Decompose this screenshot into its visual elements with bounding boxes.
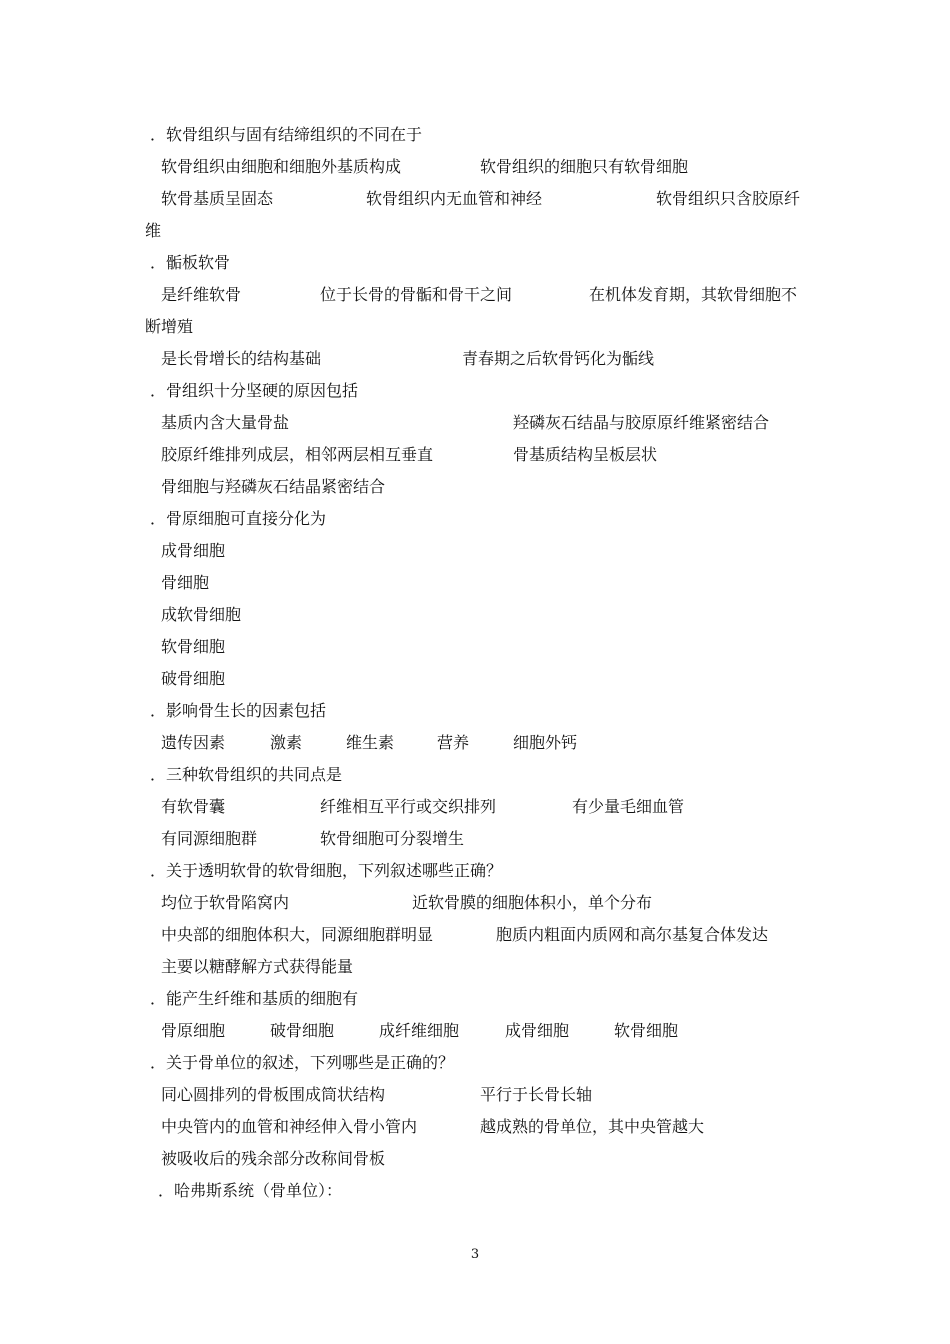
options-row xyxy=(0,151,950,183)
options-row xyxy=(0,919,950,951)
option-text: 中央部的细胞体积大，同源细胞群明显 xyxy=(161,925,434,944)
option-text: 有软骨囊 xyxy=(161,797,226,816)
options-row xyxy=(0,535,950,567)
option-text: 软骨细胞 xyxy=(161,637,226,656)
question-stem-text: ．三种软骨组织的共同点是 xyxy=(150,765,343,784)
option-text: 营养 xyxy=(437,733,470,752)
question-stem-text: ．关于透明软骨的软骨细胞，下列叙述哪些正确？ xyxy=(150,861,503,880)
option-text: 软骨组织内无血管和神经 xyxy=(366,189,543,208)
options-row xyxy=(0,439,950,471)
option-text: 成骨细胞 xyxy=(505,1021,570,1040)
option-text: 位于长骨的骨骺和骨干之间 xyxy=(320,285,513,304)
option-text-continued: 断增殖 xyxy=(145,317,194,336)
option-text: 软骨组织的细胞只有软骨细胞 xyxy=(480,157,689,176)
option-text: 被吸收后的残余部分改称间骨板 xyxy=(161,1149,386,1168)
options-row xyxy=(0,631,950,663)
option-text: 有同源细胞群 xyxy=(161,829,258,848)
option-text: 破骨细胞 xyxy=(161,669,226,688)
option-text: 是纤维软骨 xyxy=(161,285,242,304)
question-stem xyxy=(0,695,950,727)
options-row xyxy=(0,343,950,375)
option-text: 成软骨细胞 xyxy=(161,605,242,624)
question-stem-text: ．骺板软骨 xyxy=(150,253,231,272)
option-text-continued: 维 xyxy=(145,221,162,240)
question-stem xyxy=(0,375,950,407)
option-text: 软骨细胞 xyxy=(614,1021,679,1040)
options-row xyxy=(0,183,950,215)
question-stem-text: ．骨组织十分坚硬的原因包括 xyxy=(150,381,359,400)
options-row xyxy=(0,1111,950,1143)
question-stem xyxy=(0,119,950,151)
question-stem-text: ．骨原细胞可直接分化为 xyxy=(150,509,327,528)
question-stem xyxy=(0,503,950,535)
question-stem xyxy=(0,247,950,279)
options-row xyxy=(0,567,950,599)
option-text: 越成熟的骨单位，其中央管越大 xyxy=(480,1117,705,1136)
options-row xyxy=(0,791,950,823)
options-row xyxy=(0,727,950,759)
options-row xyxy=(0,887,950,919)
option-text: 平行于长骨长轴 xyxy=(480,1085,593,1104)
option-text: 激素 xyxy=(270,733,303,752)
options-row xyxy=(0,1015,950,1047)
option-text: 胶原纤维排列成层，相邻两层相互垂直 xyxy=(161,445,434,464)
option-text: 基质内含大量骨盐 xyxy=(161,413,290,432)
option-text: 维生素 xyxy=(346,733,395,752)
options-row xyxy=(0,279,950,311)
options-row xyxy=(0,823,950,855)
option-text: 主要以糖酵解方式获得能量 xyxy=(161,957,354,976)
page-number: 3 xyxy=(470,1247,480,1262)
options-row-continued xyxy=(0,215,950,247)
options-row xyxy=(0,471,950,503)
option-text: 近软骨膜的细胞体积小，单个分布 xyxy=(412,893,653,912)
option-text: 骨原细胞 xyxy=(161,1021,226,1040)
option-text: 胞质内粗面内质网和高尔基复合体发达 xyxy=(496,925,769,944)
option-text: 软骨细胞可分裂增生 xyxy=(320,829,465,848)
option-text: 有少量毛细血管 xyxy=(572,797,685,816)
question-stem xyxy=(0,759,950,791)
option-text: 是长骨增长的结构基础 xyxy=(161,349,322,368)
options-row xyxy=(0,663,950,695)
option-text: 骨细胞与羟磷灰石结晶紧密结合 xyxy=(161,477,386,496)
options-row xyxy=(0,951,950,983)
options-row xyxy=(0,407,950,439)
question-stem-text: ．关于骨单位的叙述，下列哪些是正确的？ xyxy=(150,1053,455,1072)
option-text: 破骨细胞 xyxy=(270,1021,335,1040)
option-text: 同心圆排列的骨板围成筒状结构 xyxy=(161,1085,386,1104)
options-row-continued xyxy=(0,311,950,343)
options-row xyxy=(0,1143,950,1175)
option-text: 骨细胞 xyxy=(161,573,210,592)
option-text: 在机体发育期，其软骨细胞不 xyxy=(589,285,798,304)
option-text: 中央管内的血管和神经伸入骨小管内 xyxy=(161,1117,418,1136)
options-row xyxy=(0,1079,950,1111)
option-text: 软骨组织只含胶原纤 xyxy=(656,189,801,208)
question-stem xyxy=(0,1047,950,1079)
question-stem xyxy=(0,855,950,887)
option-text: 羟磷灰石结晶与胶原原纤维紧密结合 xyxy=(513,413,770,432)
question-stem-text: ．哈弗斯系统（骨单位）： xyxy=(158,1181,343,1200)
option-text: 均位于软骨陷窝内 xyxy=(161,893,290,912)
question-stem xyxy=(0,983,950,1015)
option-text: 细胞外钙 xyxy=(513,733,578,752)
option-text: 软骨组织由细胞和细胞外基质构成 xyxy=(161,157,402,176)
question-stem xyxy=(0,1175,950,1207)
option-text: 遗传因素 xyxy=(161,733,226,752)
options-row xyxy=(0,599,950,631)
option-text: 纤维相互平行或交织排列 xyxy=(320,797,497,816)
option-text: 软骨基质呈固态 xyxy=(161,189,274,208)
option-text: 青春期之后软骨钙化为骺线 xyxy=(462,349,655,368)
question-stem-text: ．能产生纤维和基质的细胞有 xyxy=(150,989,359,1008)
question-stem-text: ．软骨组织与固有结缔组织的不同在于 xyxy=(150,125,423,144)
question-stem-text: ．影响骨生长的因素包括 xyxy=(150,701,327,720)
option-text: 骨基质结构呈板层状 xyxy=(513,445,658,464)
option-text: 成骨细胞 xyxy=(161,541,226,560)
option-text: 成纤维细胞 xyxy=(379,1021,460,1040)
